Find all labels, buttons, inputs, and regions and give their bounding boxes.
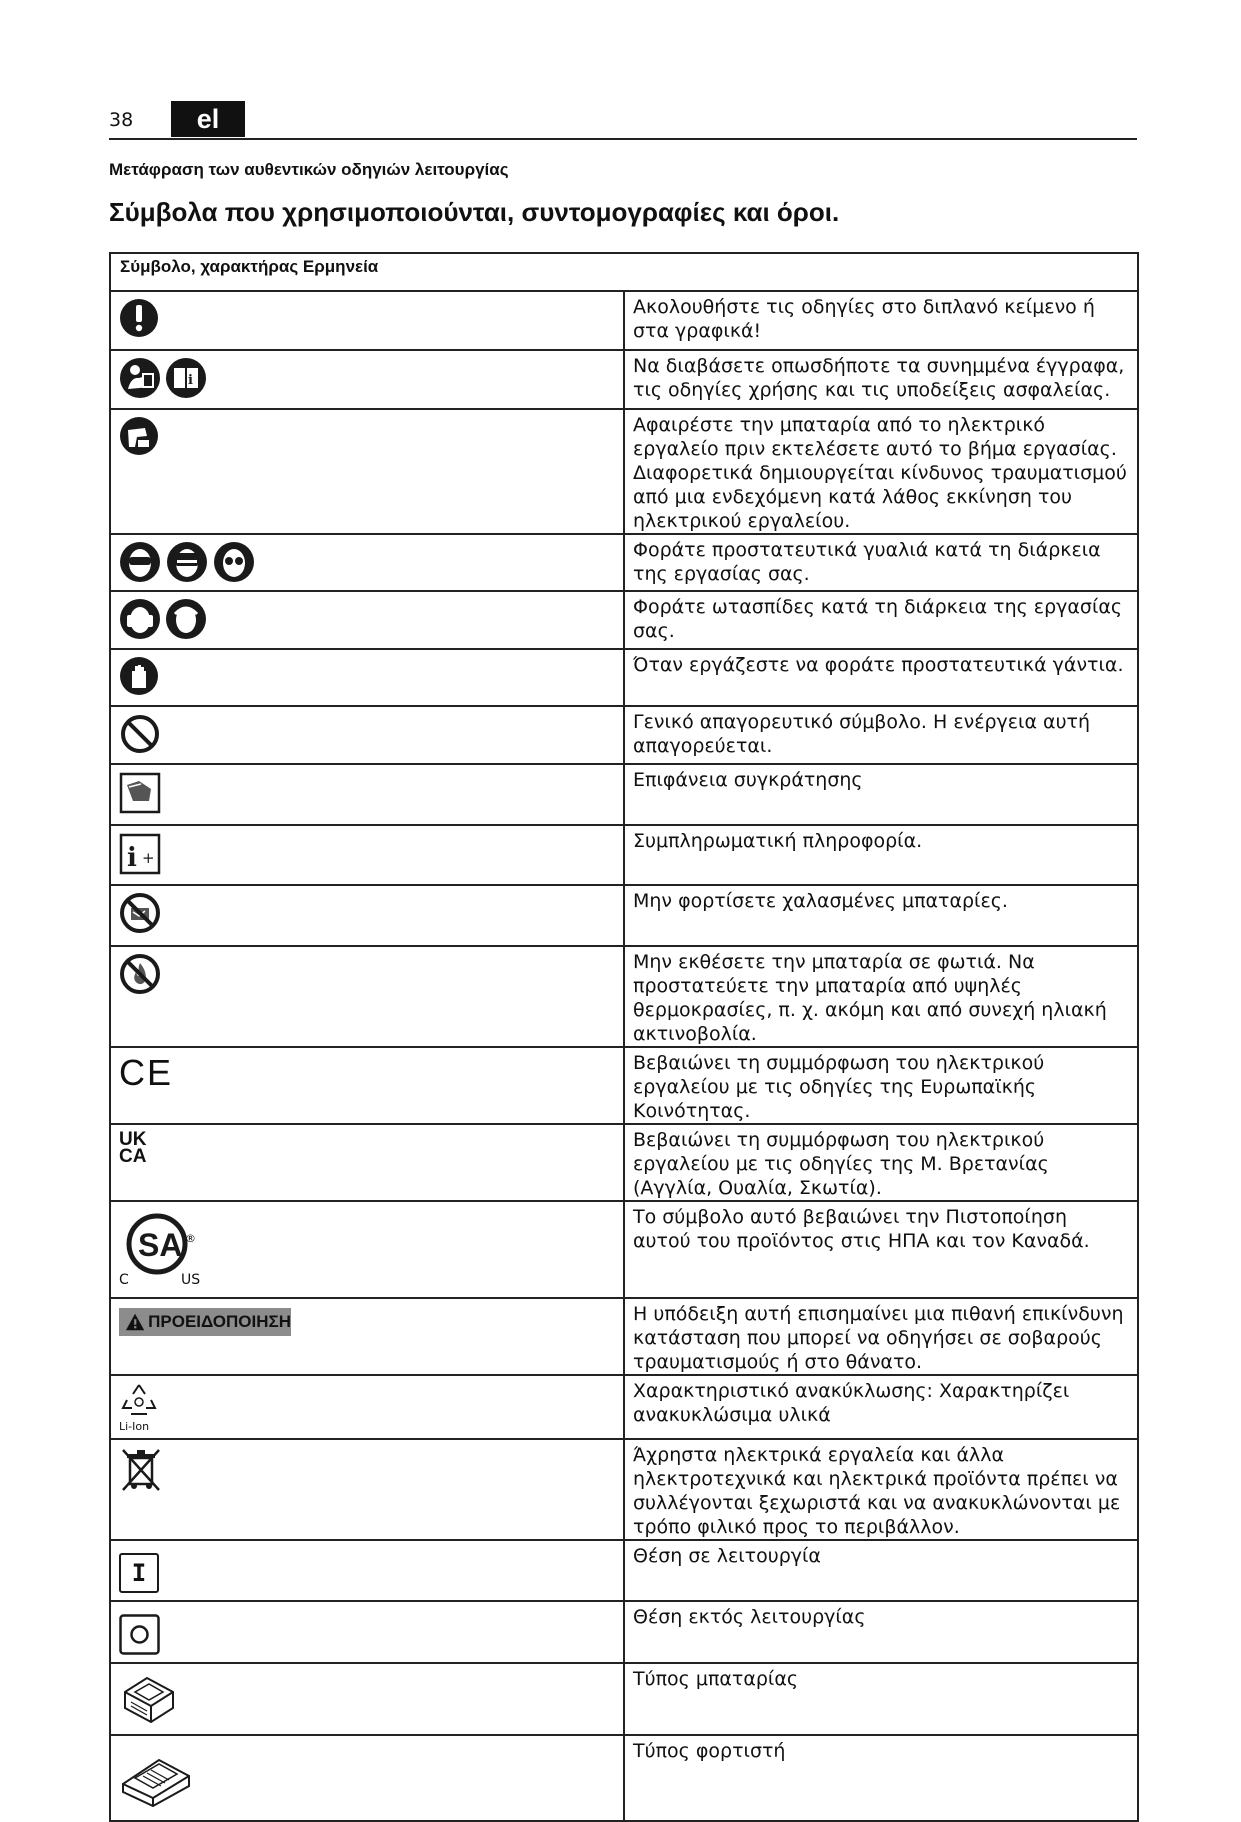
warning-label-text: ΠΡΟΕΙΔΟΠΟΙΗΣΗ [148, 1312, 291, 1331]
ce-mark-icon: CE [119, 1052, 174, 1093]
table-row [110, 409, 1138, 534]
row-text: Τύπος φορτιστή [624, 1735, 1138, 1821]
svg-text:SA: SA [138, 1227, 183, 1263]
ukca-top: UK [119, 1129, 147, 1150]
weee-bin-icon [119, 1446, 163, 1492]
remove-battery-icon [119, 416, 159, 456]
table-row [110, 1439, 1138, 1540]
row-text: Θέση σε λειτουργία [624, 1540, 1138, 1601]
header-symbol: Σύμβολο, χαρακτήρας [120, 257, 299, 276]
table-row [110, 291, 1138, 350]
row-text: Θέση εκτός λειτουργίας [624, 1601, 1138, 1663]
symbols-table [109, 252, 1139, 1822]
table-row [110, 350, 1138, 409]
table-row [110, 1735, 1138, 1821]
svg-text:i: i [188, 373, 193, 388]
document-subtitle: Μετάφραση των αυθεντικών οδηγιών λειτουργίας [109, 160, 509, 179]
language-tag: el [171, 101, 245, 137]
power-on-glyph: I [131, 1559, 147, 1587]
no-fire-icon [119, 953, 161, 995]
table-row [110, 1047, 1138, 1124]
table-row [110, 591, 1138, 649]
header-meaning: Ερμηνεία [302, 257, 379, 276]
power-on-icon [119, 1553, 159, 1593]
row-text: Άχρηστα ηλεκτρικά εργαλεία και άλλα ηλεκτροτεχνικά και ηλεκτρικά προϊόντα πρέπει να συλλέγονται ξεχωριστά και να ανακυκλώνονται με τρόπο φιλικό προς το περιβάλλον. [624, 1439, 1138, 1540]
table-row [110, 764, 1138, 825]
row-text: Φοράτε προστατευτικά γυαλιά κατά τη διάρκεια της εργασίας σας. [624, 534, 1138, 591]
row-text: Όταν εργάζεστε να φοράτε προστατευτικά γάντια. [624, 649, 1138, 706]
row-text: Ακολουθήστε τις οδηγίες στο διπλανό κείμενο ή στα γραφικά! [624, 291, 1138, 350]
table-row [110, 1663, 1138, 1735]
table-row [110, 1201, 1138, 1298]
row-text: Επιφάνεια συγκράτησης [624, 764, 1138, 825]
ukca-bottom: CA [119, 1146, 147, 1167]
recycling-liion-icon [119, 1382, 159, 1420]
table-row [110, 1298, 1138, 1375]
ear-protection-icon [119, 598, 209, 640]
liion-label: Li-Ion [119, 1420, 150, 1433]
row-text: Τύπος μπαταρίας [624, 1663, 1138, 1735]
read-manual-icon [119, 357, 209, 399]
csa-c-label: C [119, 1272, 129, 1288]
table-row [110, 1124, 1138, 1201]
row-text: Συμπληρωματική πληροφορία. [624, 825, 1138, 885]
battery-type-icon [119, 1670, 179, 1728]
row-text: Να διαβάσετε οπωσδήποτε τα συνημμένα έγγραφα, τις οδηγίες χρήσης και τις υποδείξεις ασφαλείας. [624, 350, 1138, 409]
row-text: Γενικό απαγορευτικό σύμβολο. Η ενέργεια αυτή απαγορεύεται. [624, 706, 1138, 764]
row-text: Φοράτε ωτασπίδες κατά τη διάρκεια της εργασίας σας. [624, 591, 1138, 649]
table-row [110, 706, 1138, 764]
svg-text:+: + [142, 849, 155, 867]
page-number: 38 [109, 109, 134, 131]
charger-type-icon [119, 1748, 193, 1808]
ukca-mark-icon [119, 1131, 146, 1165]
table-row [110, 825, 1138, 885]
page-title: Σύμβολα που χρησιμοποιούνται, συντομογραφίες και όροι. [109, 197, 840, 227]
row-text: Μην φορτίσετε χαλασμένες μπαταρίες. [624, 885, 1138, 946]
table-row [110, 946, 1138, 1047]
row-text: Αφαιρέστε την μπαταρία από το ηλεκτρικό εργαλείο πριν εκτελέσετε αυτό το βήμα εργασίας. Διαφορετικά δημιουργείται κίνδυνος τραυματισμού από μια ενδεχόμενη κατά λάθος εκκίνηση του ηλεκτρικού εργαλείου. [624, 409, 1138, 534]
table-header [110, 253, 1138, 291]
page-header [109, 101, 1137, 140]
table-row [110, 649, 1138, 706]
csa-mark-icon [119, 1208, 209, 1288]
safety-goggles-icon [119, 541, 255, 583]
table-row [110, 1601, 1138, 1663]
row-text: Η υπόδειξη αυτή επισημαίνει μια πιθανή επικίνδυνη κατάσταση που μπορεί να οδηγήσει σε σοβαρούς τραυματισμούς ή στο θάνατο. [624, 1298, 1138, 1375]
csa-logo [125, 1212, 189, 1276]
table-header-row [110, 253, 1138, 291]
warning-triangle-icon [125, 1312, 145, 1332]
gloves-icon [119, 656, 159, 696]
csa-registered-label: ® [185, 1232, 196, 1245]
table-row [110, 534, 1138, 591]
info-plus-icon [119, 832, 161, 876]
warning-label-icon [119, 1308, 291, 1336]
row-text: Το σύμβολο αυτό βεβαιώνει την Πιστοποίηση αυτού του προϊόντος στις ΗΠΑ και τον Καναδά. [624, 1201, 1138, 1298]
row-text: Βεβαιώνει τη συμμόρφωση του ηλεκτρικού εργαλείου με τις οδηγίες της Ευρωπαϊκής Κοινότητας. [624, 1047, 1138, 1124]
table-row [110, 885, 1138, 946]
row-text: Βεβαιώνει τη συμμόρφωση του ηλεκτρικού εργαλείου με τις οδηγίες της Μ. Βρετανίας (Αγγλία, Ουαλία, Σκωτία). [624, 1124, 1138, 1201]
svg-text:i: i [127, 843, 137, 873]
row-text: Χαρακτηριστικό ανακύκλωσης: Χαρακτηρίζει ανακυκλώσιμα υλικά [624, 1375, 1138, 1439]
table-row [110, 1375, 1138, 1439]
csa-us-label: US [181, 1272, 201, 1288]
grip-surface-icon [119, 771, 161, 815]
row-text: Μην εκθέσετε την μπαταρία σε φωτιά. Να προστατεύετε την μπαταρία από υψηλές θερμοκρασίες, π. χ. ακόμη και από συνεχή ηλιακή ακτινοβολία. [624, 946, 1138, 1047]
exclamation-icon [119, 298, 159, 338]
no-damaged-battery-icon [119, 892, 161, 934]
power-off-icon [119, 1614, 160, 1655]
prohibition-icon [119, 713, 161, 755]
table-row [110, 1540, 1138, 1601]
